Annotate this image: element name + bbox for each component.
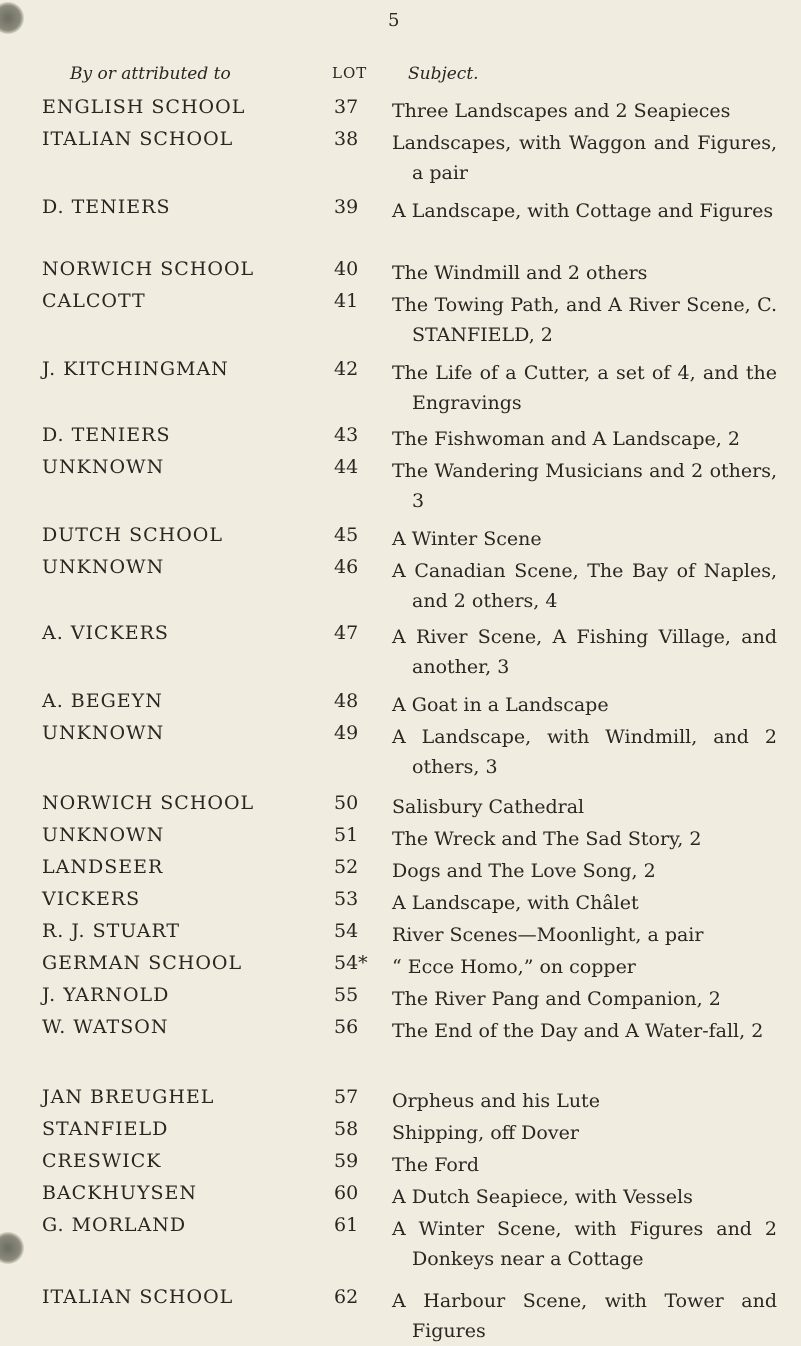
lot-subject: The Wandering Musicians and 2 others, 3 [392,460,777,512]
catalogue-list [0,92,801,1344]
lot-subject: A River Scene, A Fishing Village, and another, 3 [392,626,777,678]
lot-subject: The Towing Path, and A River Scene, C. STANFIELD, 2 [392,294,777,346]
lot-subject: River Scenes—Moonlight, a pair [392,924,704,946]
artist-name: JAN BREUGHEL [42,1086,215,1108]
lot-number: 56 [334,1016,359,1038]
artist-name: VICKERS [42,888,141,910]
artist-name: ITALIAN SCHOOL [42,128,234,150]
artist-name: D. TENIERS [42,196,171,218]
artist-name: DUTCH SCHOOL [42,524,223,546]
artist-name: LANDSEER [42,856,164,878]
artist-name: UNKNOWN [42,456,165,478]
artist-name: NORWICH SCHOOL [42,258,255,280]
artist-name: CRESWICK [42,1150,162,1172]
lot-row [0,980,801,1012]
lot-subject: The Wreck and The Sad Story, 2 [392,828,702,850]
lot-number: 62 [334,1286,359,1308]
lot-subject: “ Ecce Homo,” on copper [392,956,636,978]
lot-subject: A Dutch Seapiece, with Vessels [392,1186,693,1208]
lot-subject: Shipping, off Dover [392,1122,579,1144]
lot-number: 58 [334,1118,359,1140]
artist-name: A. VICKERS [42,622,169,644]
lot-subject: A Winter Scene, with Figures and 2 Donkeys near a Cottage [392,1218,777,1270]
lot-number: 48 [334,690,359,712]
artist-name: UNKNOWN [42,824,165,846]
lot-subject: A Landscape, with Windmill, and 2 others, 3 [392,726,777,778]
artist-name: D. TENIERS [42,424,171,446]
lot-number: 41 [334,290,359,312]
lot-number: 46 [334,556,359,578]
artist-name: ENGLISH SCHOOL [42,96,246,118]
artist-name: BACKHUYSEN [42,1182,198,1204]
lot-number: 49 [334,722,359,744]
lot-number: 61 [334,1214,359,1236]
lot-row [0,1178,801,1210]
lot-row [0,1146,801,1178]
lot-subject: The End of the Day and A Water-fall, 2 [392,1020,764,1042]
lot-number: 53 [334,888,359,910]
column-header [0,64,801,88]
lot-subject: A Landscape, with Cottage and Figures [392,200,774,222]
lot-subject: A Winter Scene [392,528,542,550]
lot-number: 37 [334,96,359,118]
lot-subject: Salisbury Cathedral [392,796,585,818]
lot-number: 45 [334,524,359,546]
artist-name: A. BEGEYN [42,690,163,712]
lot-row [0,884,801,916]
lot-subject: Orpheus and his Lute [392,1090,600,1112]
lot-row [0,718,801,780]
lot-row [0,1114,801,1146]
lot-row [0,254,801,286]
lot-subject: Three Landscapes and 2 Seapieces [392,100,731,122]
lot-subject: Landscapes, with Waggon and Figures, a pair [392,132,777,184]
lot-row [0,1210,801,1272]
lot-row [0,1012,801,1074]
lot-row [0,788,801,820]
lot-number: 51 [334,824,359,846]
lot-subject: The Ford [392,1154,480,1176]
artist-name: J. KITCHINGMAN [42,358,229,380]
header-lot: LOT [332,64,368,82]
artist-name: NORWICH SCHOOL [42,792,255,814]
lot-subject: The Fishwoman and A Landscape, 2 [392,428,740,450]
lot-number: 43 [334,424,359,446]
lot-number: 40 [334,258,359,280]
lot-number: 39 [334,196,359,218]
lot-subject: The River Pang and Companion, 2 [392,988,721,1010]
artist-name: CALCOTT [42,290,146,312]
artist-name: R. J. STUART [42,920,181,942]
lot-number: 47 [334,622,359,644]
artist-name: GERMAN SCHOOL [42,952,243,974]
lot-row [0,286,801,348]
lot-number: 42 [334,358,359,380]
lot-row [0,1282,801,1344]
lot-row [0,192,801,254]
artist-name: ITALIAN SCHOOL [42,1286,234,1308]
lot-number: 57 [334,1086,359,1108]
lot-subject: A Canadian Scene, The Bay of Naples, and 2 others, 4 [392,560,777,612]
lot-row [0,916,801,948]
lot-row [0,852,801,884]
lot-row [0,1082,801,1114]
lot-number: 54* [334,952,368,974]
lot-row [0,452,801,514]
lot-subject: A Harbour Scene, with Tower and Figures [392,1290,777,1342]
lot-number: 52 [334,856,359,878]
artist-name: W. WATSON [42,1016,169,1038]
lot-subject: A Landscape, with Châlet [392,892,639,914]
lot-number: 38 [334,128,359,150]
lot-subject: The Windmill and 2 others [392,262,648,284]
lot-row [0,618,801,680]
lot-row [0,820,801,852]
lot-subject: A Goat in a Landscape [392,694,609,716]
artist-name: STANFIELD [42,1118,169,1140]
artist-name: UNKNOWN [42,556,165,578]
header-artist: By or attributed to [70,64,231,84]
artist-name: G. MORLAND [42,1214,187,1236]
lot-number: 54 [334,920,359,942]
ink-stain-top [0,2,24,34]
lot-row [0,92,801,124]
lot-number: 50 [334,792,359,814]
lot-row [0,520,801,552]
artist-name: UNKNOWN [42,722,165,744]
artist-name: J. YARNOLD [42,984,170,1006]
header-subject: Subject. [408,64,479,84]
lot-row [0,124,801,186]
lot-number: 59 [334,1150,359,1172]
lot-row [0,420,801,452]
lot-row [0,686,801,718]
lot-number: 55 [334,984,359,1006]
lot-number: 44 [334,456,359,478]
page-number: 5 [388,10,400,31]
lot-number: 60 [334,1182,359,1204]
lot-subject: The Life of a Cutter, a set of 4, and the Engravings [392,362,777,414]
lot-row [0,948,801,980]
lot-row [0,354,801,416]
lot-row [0,552,801,614]
lot-subject: Dogs and The Love Song, 2 [392,860,656,882]
